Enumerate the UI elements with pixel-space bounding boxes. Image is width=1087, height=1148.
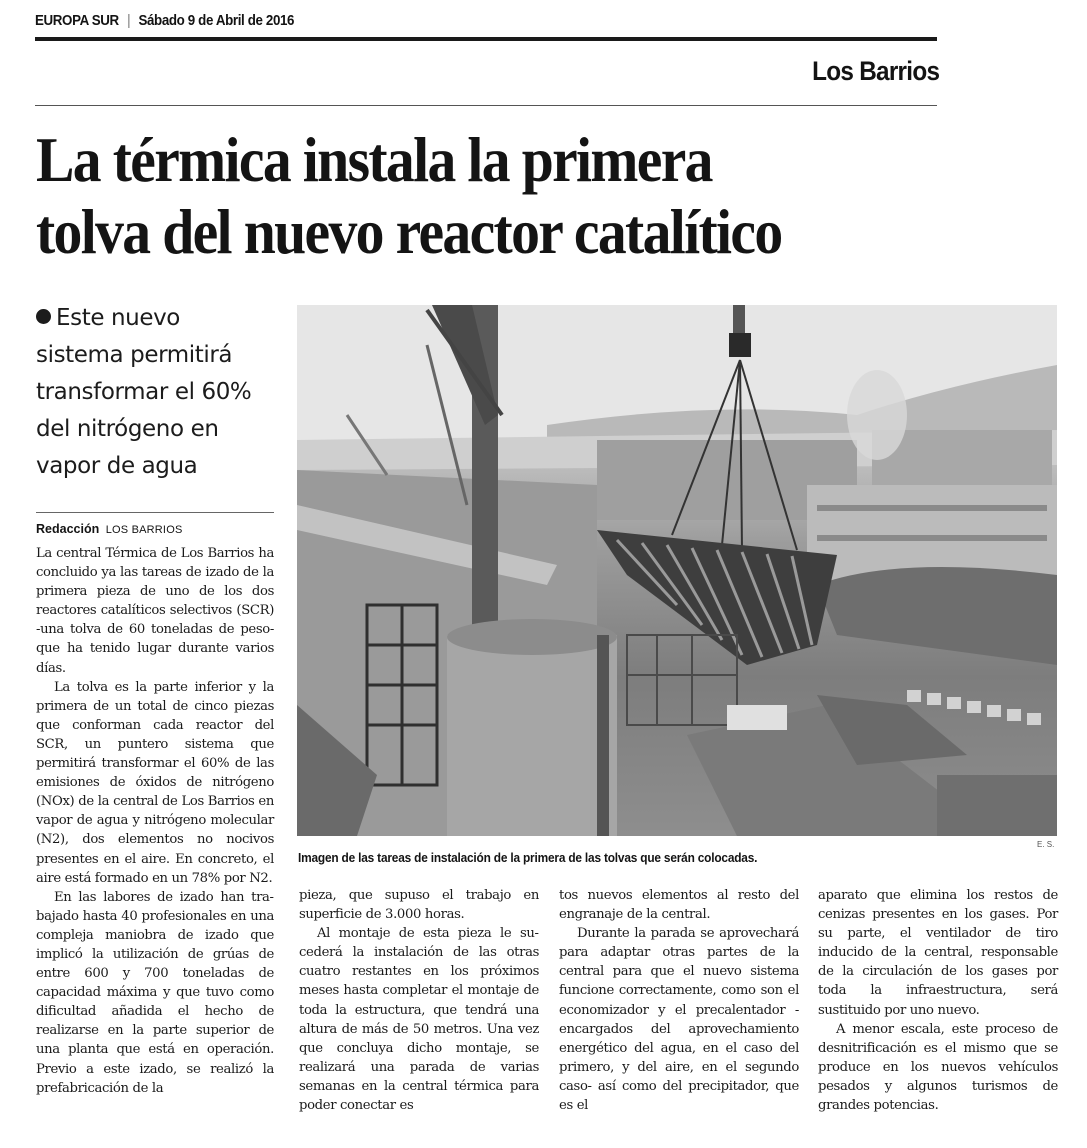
body-column-3 [559, 886, 799, 1115]
body-paragraph: Al montaje de esta pieza le sucederá la instalación de las otras cuatro restantes en los próximos meses hasta completar el montaje de toda la estructura, que tendrá una altura de más de 50 metros. Una vez que concluya dicho montaje, se realizará una parada de varias semanas en la central térmica para poder conectar es [299, 926, 539, 1114]
standfirst-line: del nitrógeno en [36, 416, 219, 442]
standfirst-rule [36, 512, 274, 513]
standfirst [36, 300, 286, 485]
section-rule [35, 105, 937, 106]
body-paragraph: aparato que elimina los restos de cenizas presentes en los gases. Por su parte, el ventilador de tiro inducido de la central, responsable de la circulación de los gases por toda la infraestructura, será sustituido por uno nuevo. [818, 888, 1058, 1018]
body-column-2 [299, 886, 539, 1115]
body-paragraph: A menor escala, este proceso de desnitrificación es el mismo que se produce en los nuevos vehículos pesados y algunos turismos de grandes potencias. [818, 1021, 1058, 1114]
header-rule [35, 37, 937, 41]
headline-line: La térmica instala la primera [36, 125, 712, 195]
body-paragraph: tos nuevos elementos al resto del engranaje de la central. [559, 888, 799, 923]
standfirst-line: vapor de agua [36, 453, 198, 479]
masthead [35, 10, 294, 32]
standfirst-line: sistema permitirá [36, 342, 233, 368]
byline-author: Redacción [36, 522, 100, 536]
masthead-separator: | [127, 13, 131, 29]
body-paragraph: La central Térmica de Los Barrios ha concluido ya las tareas de izado de la primera pieza de uno de los dos reactores catalíticos selectivos (SCR) -una tolva de 60 toneladas de peso- que ha tenido lugar durante varios días. [36, 546, 274, 676]
headline [36, 124, 969, 268]
standfirst-line: Este nuevo [56, 305, 180, 331]
byline [36, 522, 182, 536]
body-paragraph: En las labores de izado han trabajado hasta 40 profesionales en una compleja maniobra de izado que implicó la utilización de grúas de entre 600 y 700 toneladas de capacidad máxima y que tuvo como dificultad añadida el hecho de realizarse en la parte superior de una planta que está en operación. Previo a este izado, se realizó la prefabricación de la [36, 889, 274, 1096]
article-photo [297, 305, 1057, 836]
section-title: Los Barrios [811, 56, 939, 86]
publication-name: EUROPA SUR [35, 13, 119, 29]
headline-line: tolva del nuevo reactor catalítico [36, 197, 782, 267]
bullet-icon [36, 309, 51, 324]
body-paragraph: pieza, que supuso el trabajo en superficie de 3.000 horas. [299, 888, 539, 923]
standfirst-line: transformar el 60% [36, 379, 252, 405]
body-column-1 [36, 544, 274, 1098]
body-paragraph: Durante la parada se aprovechará para adaptar otras partes de la central para que el nuevo sistema funcione correctamente, como son el economizador y el precalentador -encargados del aprovechamiento energético del agua, en el caso del primero, y del aire, en el segundo caso- así como del precipitador, que es el [559, 926, 799, 1114]
body-paragraph: La tolva es la parte inferior y la primera de un total de cinco piezas que conforman cada reactor del SCR, un puntero sistema que permitirá transformar el 60% de las emisiones de óxidos de nitrógeno (NOx) de la central de Los Barrios en vapor de agua y nitrógeno molecular (N2), dos elementos no nocivos presentes en el aire. En concreto, el aire está formado en un 78% por N2. [36, 679, 274, 886]
publication-date: Sábado 9 de Abril de 2016 [138, 13, 295, 29]
body-column-4 [818, 886, 1058, 1115]
photo-credit: E. S. [1037, 840, 1055, 849]
crane-photo-illustration [297, 305, 1057, 836]
byline-location: LOS BARRIOS [105, 524, 183, 536]
photo-caption: Imagen de las tareas de instalación de la primera de las tolvas que serán colocadas. [298, 851, 758, 865]
